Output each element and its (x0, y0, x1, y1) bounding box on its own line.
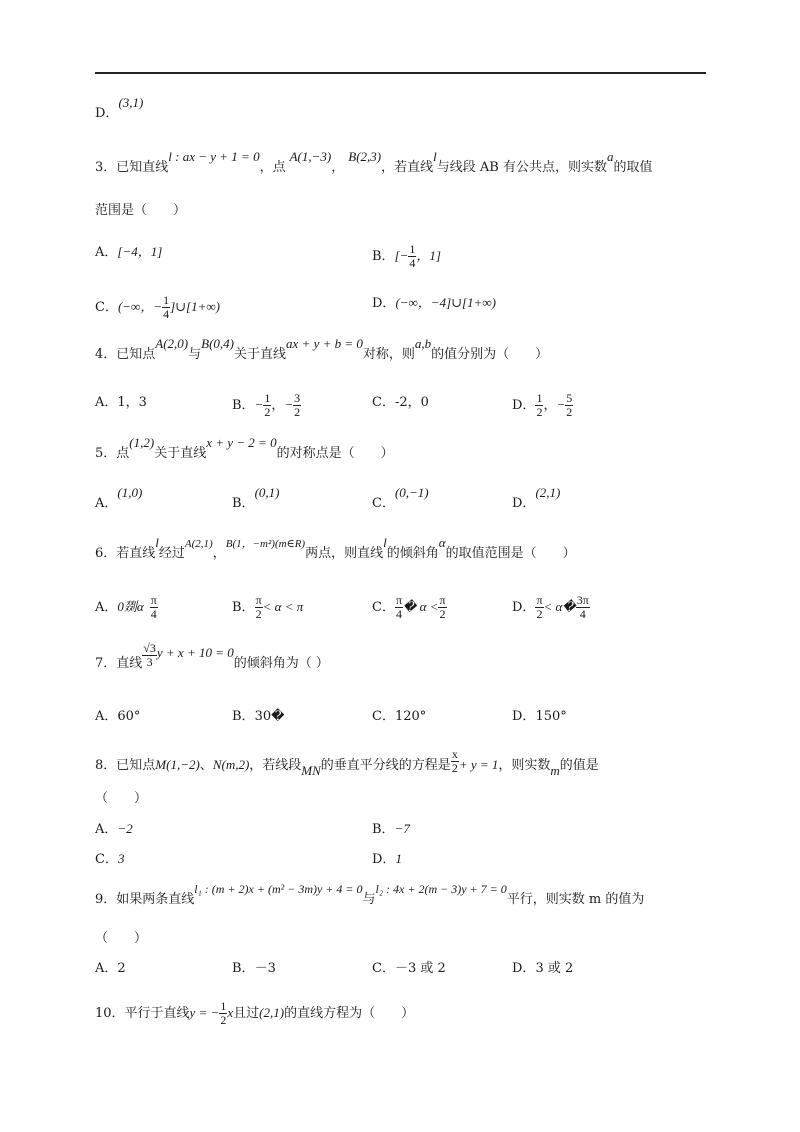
q9-option-c: C．－3 或 2 (372, 961, 446, 976)
q9-option-a: A．2 (95, 961, 126, 976)
header-rule (95, 72, 706, 74)
question-7: 7．直线 $\frac{√3}{3}$ y + x + 10 = 0的倾斜角为（ ） (95, 641, 329, 671)
q5-option-d: D．(2,1) (512, 485, 561, 511)
q3-option-a: A．[−4，1] (95, 244, 163, 260)
question-3-line2: 范围是（ ） (95, 203, 187, 218)
q5-option-c: C．(0,−1) (372, 485, 429, 511)
q4-option-d: D． $\frac{1}{2}$ ，− $\frac{5}{2}$ (512, 391, 573, 419)
question-8: 8．已知点M(1,−2)、N(m,2)，若线段MN的垂直平分线的方程是 $\frac{x}{2}$ + y = 1，则实数m的值是 (95, 747, 599, 778)
question-9: 9．如果两条直线l₁ : (m + 2)x + (m² − 3m)y + 4 = 0与l₂ : 4x + 2(m − 3)y + 7 = 0平行，则实数 m 的值为 (95, 882, 645, 907)
q6-option-d: D． $\frac{\pi}{2}$ < α� $\frac{3\pi}{4}$ (512, 593, 589, 621)
q5-option-b: B．(0,1) (232, 485, 280, 511)
q3-option-b: B．[− $\frac{1}{4}$ ，1] (372, 242, 441, 270)
question-10: 10．平行于直线y = − $\frac{1}{2}$ x且过(2,1)的直线方程为（ ） (95, 999, 415, 1027)
question-6: 6．若直线l经过$^{A(2,1)}$，$^{B(1,-m^2)(m\in R)}$两点，则直线l的倾斜角α的取值范围是（ ） (95, 535, 576, 561)
question-5: 5．点(1,2)关于直线x + y − 2 = 0的对称点是（ ） (95, 435, 394, 461)
q6-option-c: C． $\frac{\pi}{4}$ � α < $\frac{\pi}{2}$ (372, 593, 446, 621)
q8-option-a: A．−2 (95, 821, 133, 837)
question-4: 4．已知点A(2,0)与B(0,4)关于直线ax + y + b = 0对称，则a,b的值分别为（ ） (95, 336, 549, 362)
q8-option-b: B．−7 (372, 821, 410, 837)
q5-option-a: A．(1,0) (95, 485, 143, 511)
q3-option-d: D．(−∞，−4]∪[1+∞) (372, 295, 496, 311)
q7-option-c: C．120° (372, 709, 427, 724)
q6-option-b: B． $\frac{\pi}{2}$ < α < π (232, 593, 304, 621)
question-9-line2: （ ） (95, 931, 148, 946)
q9-option-d: D．3 或 2 (512, 961, 574, 976)
q7-option-a: A．60° (95, 709, 141, 724)
q7-option-d: D．150° (512, 709, 567, 724)
q4-option-c: C．-2，0 (372, 395, 429, 410)
q8-option-c: C．3 (95, 851, 125, 867)
q4-option-a: A．1，3 (95, 395, 147, 410)
q2-option-d: D．(3,1) (95, 95, 144, 121)
q3-option-c: C．(−∞，− $\frac{1}{4}$ ]∪[1+∞) (95, 293, 220, 321)
q6-option-a: A．0剟α $\frac{\pi}{4}$ (95, 593, 157, 621)
question-8-line2: （ ） (95, 791, 148, 806)
q8-option-d: D．1 (372, 851, 402, 867)
question-3: 3．已知直线l : ax − y + 1 = 0，点A(1,−3)，B(2,3)，若直线l与线段 AB 有公共点，则实数a的取值 (95, 149, 653, 175)
q7-option-b: B．30� (232, 709, 285, 724)
q4-option-b: B．− $\frac{1}{2}$ ，− $\frac{3}{2}$ (232, 391, 301, 419)
q9-option-b: B．－3 (232, 961, 276, 976)
